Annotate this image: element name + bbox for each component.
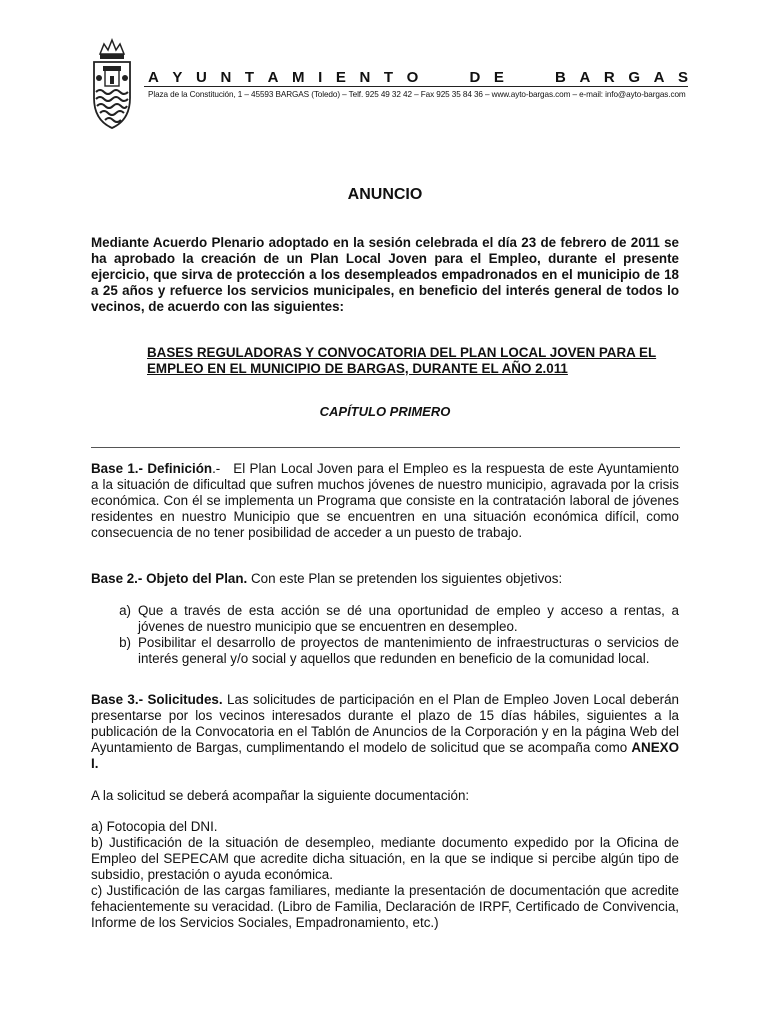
org-name-letter: A: [148, 69, 159, 86]
base-3-label: Base 3.- Solicitudes.: [91, 692, 223, 707]
objectives-list: [110, 603, 679, 667]
org-name-letter: A: [653, 69, 665, 86]
section-divider: [91, 447, 680, 448]
org-name-gap: [432, 69, 456, 86]
base-2-text: Con este Plan se pretenden los siguientes objetivos:: [251, 571, 563, 586]
base-2-label: Base 2.- Objeto del Plan.: [91, 571, 248, 586]
org-name-letter: I: [318, 69, 323, 86]
header-divider: [144, 86, 688, 87]
base-1-label-suffix: .-: [212, 461, 221, 476]
documentation-list: [91, 819, 679, 931]
municipal-crest-icon: [86, 36, 138, 132]
org-name-letter: Y: [172, 69, 183, 86]
base-1-text: El Plan Local Joven para el Empleo es la respuesta de este Ayuntamiento a la situación de dificultad que sufren muchos jóvenes de nuestro municipio, agravada por la crisis económica. Con él se implementa un Programa que consiste en la contratación laboral de jóvenes residentes en nuestro Municipio que se encuentren en una situación económica difícil, como consecuencia de no tener posibilidad de acceder a un puesto de trabajo.: [91, 461, 679, 540]
bases-heading: BASES REGULADORAS Y CONVOCATORIA DEL PLAN LOCAL JOVEN PARA EL EMPLEO EN EL MUNICIPIO DE BARGAS, DURANTE EL AÑO 2.011: [147, 345, 657, 376]
org-name-letter: N: [359, 69, 371, 86]
list-item: b) Justificación de la situación de desempleo, mediante documento expedido por la Oficina de Empleo del SEPECAM que acredite dicha situación, en la que se indique si percibe algún tipo de subsidio, prestación o ayuda económica.: [91, 835, 679, 882]
intro-paragraph: Mediante Acuerdo Plenario adoptado en la sesión celebrada el día 23 de febrero de 2011 se ha aprobado la creación de un Plan Local Joven para el Empleo, durante el presente ejercicio, que sirva de protección a los desempleados empadronados en el municipio de 18 a 25 años y refuerce los servicios municipales, en beneficio del interés general de todos lo vecinos, de acuerdo con las siguientes:: [91, 235, 679, 314]
page-title: ANUNCIO: [347, 186, 423, 203]
org-name-letter: A: [267, 69, 279, 86]
base-1-paragraph: [91, 461, 679, 541]
org-name-letter: A: [579, 69, 591, 86]
org-name-letter: B: [555, 69, 566, 86]
header-address: Plaza de la Constitución, 1 – 45593 BARGAS (Toledo) – Telf. 925 49 32 42 – Fax 925 35 84 36 – www.ayto-bargas.com – e-mail: info@ayto-bargas.com: [148, 90, 686, 99]
base-2-paragraph: [91, 571, 679, 587]
base-1-label: Base 1.- Definición: [91, 461, 213, 476]
org-name-letter: E: [335, 69, 346, 86]
org-name-letter: R: [603, 69, 615, 86]
org-name-letter: G: [628, 69, 640, 86]
chapter-heading: CAPÍTULO PRIMERO: [319, 404, 451, 419]
list-item: [110, 603, 679, 635]
org-name-letter: D: [469, 69, 481, 86]
org-name-gap: [517, 69, 541, 86]
list-item: [110, 635, 679, 667]
list-marker: a): [119, 603, 131, 618]
base-3-paragraph: [91, 692, 679, 772]
org-name-letter: T: [383, 69, 394, 86]
org-name-letter: S: [677, 69, 688, 86]
org-name-letter: N: [220, 69, 232, 86]
list-item-text: Posibilitar el desarrollo de proyectos de mantenimiento de infraestructuras o servicios de interés general y/o social y aquellos que redunden en beneficio de la comunidad local.: [138, 635, 679, 666]
org-name-letter: T: [244, 69, 255, 86]
list-item: a) Fotocopia del DNI.: [91, 819, 218, 834]
organization-name: [148, 69, 688, 86]
annex-reference: ANEXO I.: [91, 740, 679, 771]
org-name-letter: O: [406, 69, 419, 86]
org-name-letter: E: [493, 69, 504, 86]
org-name-letter: U: [196, 69, 207, 86]
base-3-text: Las solicitudes de participación en el Plan de Empleo Joven Local deberán presentarse por los vecinos interesados durante el plazo de 15 días hábiles, siguientes a la publicación de la Convocatoria en el Tablón de Anuncios de la Corporación y en la página Web del Ayuntamiento de Bargas, cumplimentando el modelo de solicitud que se acompaña como: [91, 692, 679, 755]
documentation-intro: A la solicitud se deberá acompañar la siguiente documentación:: [91, 788, 470, 803]
org-name-letter: M: [292, 69, 305, 86]
list-marker: b): [119, 635, 131, 650]
list-item-text: Que a través de esta acción se dé una oportunidad de empleo y acceso a rentas, a jóvenes de nuestro municipio que se encuentren en desempleo.: [138, 603, 679, 634]
list-item: c) Justificación de las cargas familiares, mediante la presentación de documentación que acredite fehacientemente su veracidad. (Libro de Familia, Declaración de IRPF, Certificado de Convivencia, Informe de los Servicios Sociales, Empadronamiento, etc.): [91, 883, 679, 930]
